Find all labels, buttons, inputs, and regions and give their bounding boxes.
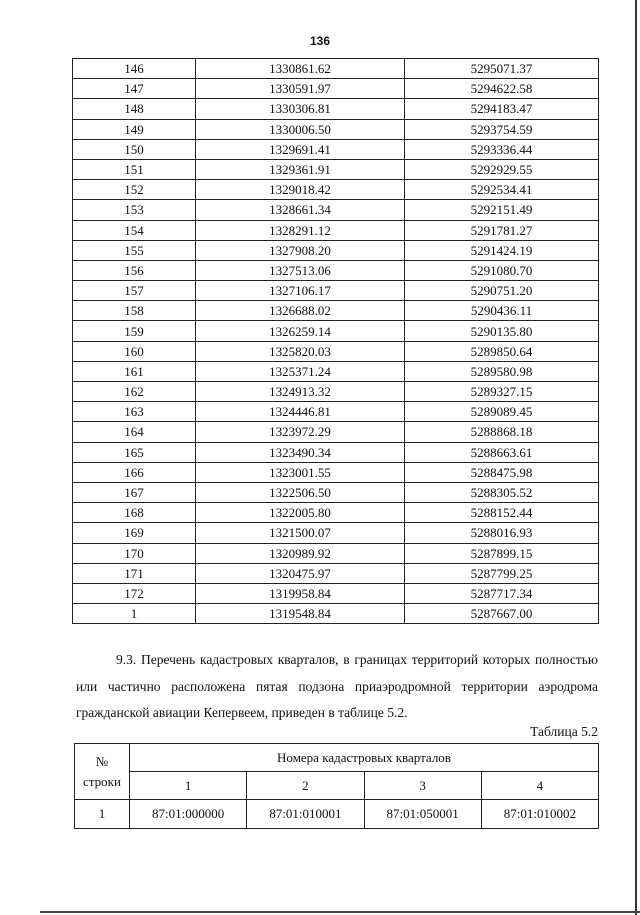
table-row	[73, 563, 599, 583]
point-number: 167	[73, 482, 196, 502]
table-row	[73, 200, 599, 220]
table-row	[73, 59, 599, 79]
table-row	[73, 99, 599, 119]
x-coordinate: 1329018.42	[196, 180, 405, 200]
x-coordinate: 1326688.02	[196, 301, 405, 321]
point-number: 165	[73, 442, 196, 462]
point-number: 154	[73, 220, 196, 240]
point-number: 147	[73, 79, 196, 99]
x-coordinate: 1330306.81	[196, 99, 405, 119]
point-number: 168	[73, 503, 196, 523]
y-coordinate: 5288663.61	[405, 442, 599, 462]
x-coordinate: 1324446.81	[196, 402, 405, 422]
table-row	[73, 543, 599, 563]
group-header: Номера кадастровых кварталов	[130, 744, 599, 772]
point-number: 155	[73, 240, 196, 260]
table-row	[73, 523, 599, 543]
quarter-cell: 87:01:050001	[364, 800, 481, 829]
y-coordinate: 5293754.59	[405, 119, 599, 139]
y-coordinate: 5293336.44	[405, 139, 599, 159]
x-coordinate: 1325820.03	[196, 341, 405, 361]
point-number: 157	[73, 281, 196, 301]
table-row	[73, 482, 599, 502]
point-number: 163	[73, 402, 196, 422]
table-row	[75, 800, 599, 829]
y-coordinate: 5289327.15	[405, 382, 599, 402]
col-number: 2	[247, 772, 364, 800]
x-coordinate: 1321500.07	[196, 523, 405, 543]
x-coordinate: 1320989.92	[196, 543, 405, 563]
y-coordinate: 5289089.45	[405, 402, 599, 422]
point-number: 172	[73, 583, 196, 603]
x-coordinate: 1323972.29	[196, 422, 405, 442]
point-number: 164	[73, 422, 196, 442]
point-number: 169	[73, 523, 196, 543]
y-coordinate: 5287717.34	[405, 583, 599, 603]
x-coordinate: 1330591.97	[196, 79, 405, 99]
col-number: 1	[130, 772, 247, 800]
y-coordinate: 5290751.20	[405, 281, 599, 301]
table-row	[73, 361, 599, 381]
table-row	[73, 220, 599, 240]
y-coordinate: 5288305.52	[405, 482, 599, 502]
y-coordinate: 5292534.41	[405, 180, 599, 200]
point-number: 171	[73, 563, 196, 583]
cadastral-quarters-table	[74, 743, 599, 829]
table-row	[73, 604, 599, 624]
table-row	[73, 321, 599, 341]
point-number: 150	[73, 139, 196, 159]
table-row	[73, 159, 599, 179]
point-number: 166	[73, 462, 196, 482]
x-coordinate: 1319958.84	[196, 583, 405, 603]
point-number: 160	[73, 341, 196, 361]
table-row	[73, 301, 599, 321]
table-row	[73, 402, 599, 422]
coordinates-table	[72, 58, 599, 624]
y-coordinate: 5295071.37	[405, 59, 599, 79]
quarter-cell: 87:01:010002	[481, 800, 598, 829]
table-row	[73, 260, 599, 280]
table-row	[73, 462, 599, 482]
y-coordinate: 5292929.55	[405, 159, 599, 179]
y-coordinate: 5289580.98	[405, 361, 599, 381]
y-coordinate: 5292151.49	[405, 200, 599, 220]
y-coordinate: 5294622.58	[405, 79, 599, 99]
table-row	[73, 382, 599, 402]
col-number: 3	[364, 772, 481, 800]
table-row	[73, 240, 599, 260]
y-coordinate: 5288016.93	[405, 523, 599, 543]
table-row	[73, 139, 599, 159]
point-number: 158	[73, 301, 196, 321]
y-coordinate: 5290436.11	[405, 301, 599, 321]
y-coordinate: 5287667.00	[405, 604, 599, 624]
x-coordinate: 1327106.17	[196, 281, 405, 301]
point-number: 170	[73, 543, 196, 563]
table-caption: Таблица 5.2	[530, 724, 598, 739]
y-coordinate: 5291080.70	[405, 260, 599, 280]
point-number: 161	[73, 361, 196, 381]
point-number: 162	[73, 382, 196, 402]
table-row	[73, 442, 599, 462]
section-paragraph: 9.3. Перечень кадастровых кварталов, в границах территорий которых полностью или частично расположена пятая подзона приаэродромной территории аэродрома гражданской авиации Кепервеем, приведен в таблице 5.2.	[76, 652, 598, 720]
x-coordinate: 1320475.97	[196, 563, 405, 583]
row-label: строки	[83, 773, 121, 789]
x-coordinate: 1330861.62	[196, 59, 405, 79]
x-coordinate: 1325371.24	[196, 361, 405, 381]
y-coordinate: 5294183.47	[405, 99, 599, 119]
y-coordinate: 5291424.19	[405, 240, 599, 260]
table-row	[73, 281, 599, 301]
x-coordinate: 1327908.20	[196, 240, 405, 260]
y-coordinate: 5291781.27	[405, 220, 599, 240]
scan-edge-right	[635, 0, 637, 915]
y-coordinate: 5290135.80	[405, 321, 599, 341]
row-number-header	[75, 744, 130, 800]
x-coordinate: 1322005.80	[196, 503, 405, 523]
x-coordinate: 1323001.55	[196, 462, 405, 482]
x-coordinate: 1330006.50	[196, 119, 405, 139]
quarter-cell: 87:01:000000	[130, 800, 247, 829]
quarter-cell: 87:01:010001	[247, 800, 364, 829]
table-row	[73, 422, 599, 442]
x-coordinate: 1322506.50	[196, 482, 405, 502]
point-number: 152	[73, 180, 196, 200]
point-number: 146	[73, 59, 196, 79]
x-coordinate: 1329361.91	[196, 159, 405, 179]
y-coordinate: 5287799.25	[405, 563, 599, 583]
table-row	[73, 503, 599, 523]
table-row	[73, 119, 599, 139]
point-number: 159	[73, 321, 196, 341]
y-coordinate: 5288868.18	[405, 422, 599, 442]
row-number: 1	[75, 800, 130, 829]
point-number: 148	[73, 99, 196, 119]
point-number: 151	[73, 159, 196, 179]
y-coordinate: 5288152.44	[405, 503, 599, 523]
point-number: 149	[73, 119, 196, 139]
x-coordinate: 1319548.84	[196, 604, 405, 624]
x-coordinate: 1323490.34	[196, 442, 405, 462]
x-coordinate: 1329691.41	[196, 139, 405, 159]
y-coordinate: 5287899.15	[405, 543, 599, 563]
y-coordinate: 5288475.98	[405, 462, 599, 482]
col-number: 4	[481, 772, 598, 800]
x-coordinate: 1328291.12	[196, 220, 405, 240]
table-row	[73, 180, 599, 200]
number-sign: №	[95, 753, 109, 769]
table-row	[73, 79, 599, 99]
x-coordinate: 1327513.06	[196, 260, 405, 280]
point-number: 1	[73, 604, 196, 624]
y-coordinate: 5289850.64	[405, 341, 599, 361]
scan-edge-bottom	[40, 911, 640, 913]
table-row	[73, 583, 599, 603]
point-number: 156	[73, 260, 196, 280]
x-coordinate: 1326259.14	[196, 321, 405, 341]
page-number: 136	[309, 34, 331, 48]
point-number: 153	[73, 200, 196, 220]
x-coordinate: 1328661.34	[196, 200, 405, 220]
x-coordinate: 1324913.32	[196, 382, 405, 402]
table-row	[73, 341, 599, 361]
